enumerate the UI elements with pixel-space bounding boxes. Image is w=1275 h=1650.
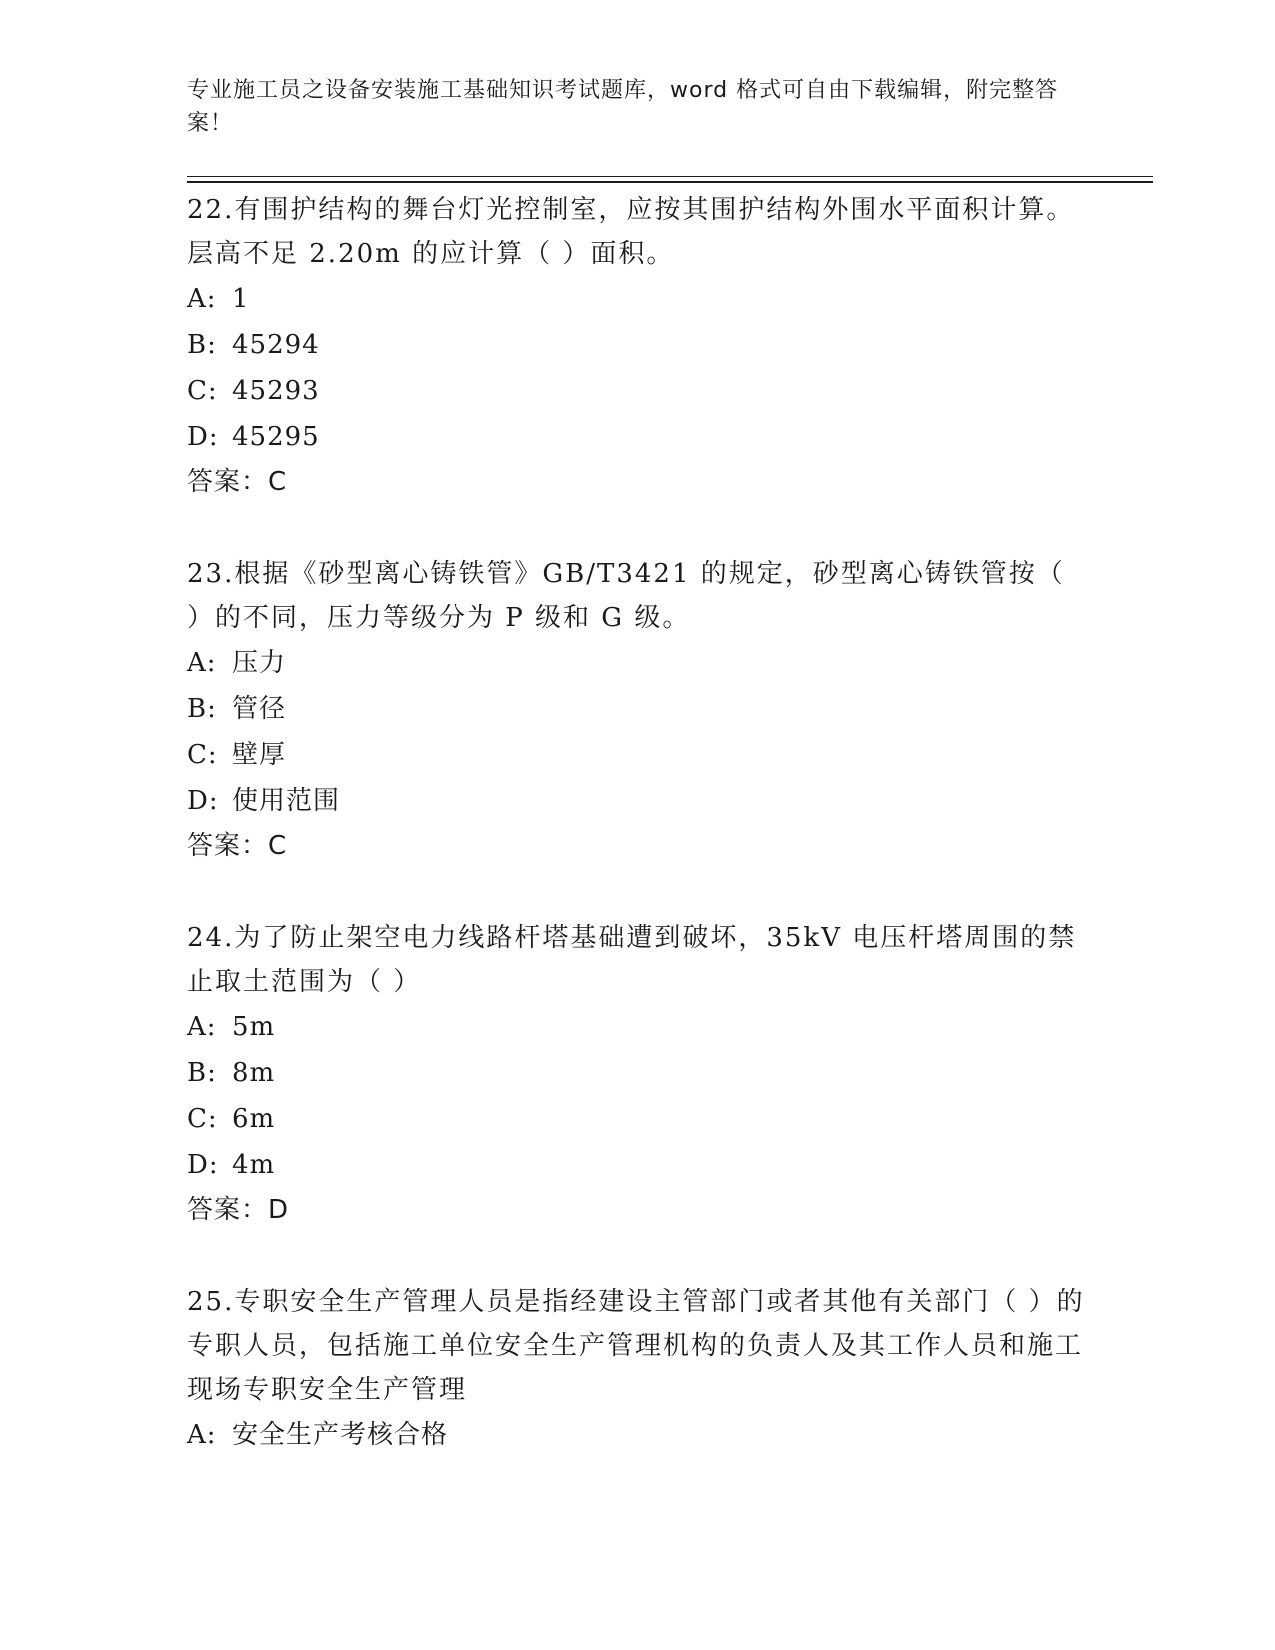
option-letter: A: [187,1012,217,1042]
option-text: 5m [232,1012,276,1042]
option-text: 壁厚 [232,740,287,770]
answer-label: 答案：C [187,467,288,497]
question-22 [187,188,1087,504]
option-letter: D: [187,1150,219,1180]
option-letter: C: [187,376,218,406]
header-divider-thick [187,181,1153,183]
option-text: 4m [232,1150,276,1180]
option-text: 45294 [232,330,320,360]
option-a [187,276,1087,322]
option-a [187,1004,1087,1050]
option-letter: D: [187,422,219,452]
option-letter: D: [187,786,219,816]
option-d [187,414,1087,460]
option-text: 6m [232,1104,276,1134]
header-divider-thin [187,176,1153,177]
option-b [187,686,1087,732]
option-text: 管径 [232,694,287,724]
option-letter: A: [187,284,217,314]
option-letter: C: [187,1104,218,1134]
question-text: 25.专职安全生产管理人员是指经建设主管部门或者其他有关部门（ ）的专职人员，包括施工单位安全生产管理机构的负责人及其工作人员和施工现场专职安全生产管理 [187,1287,1085,1405]
option-a [187,640,1087,686]
option-c [187,732,1087,778]
option-letter: B: [187,330,217,360]
option-b [187,1050,1087,1096]
option-c [187,1096,1087,1142]
question-24 [187,916,1087,1232]
document-header: 专业施工员之设备安装施工基础知识考试题库，word 格式可自由下载编辑，附完整答案！ [187,78,1059,136]
option-text: 45293 [232,376,320,406]
option-text: 压力 [232,648,287,678]
option-a [187,1412,1087,1458]
question-text: 22.有围护结构的舞台灯光控制室，应按其围护结构外围水平面积计算。层高不足 2.20m 的应计算（ ）面积。 [187,195,1075,269]
question-25 [187,1280,1087,1458]
question-text: 24.为了防止架空电力线路杆塔基础遭到破坏，35kV 电压杆塔周围的禁止取土范围为（ ） [187,923,1077,997]
option-letter: B: [187,1058,217,1088]
option-text: 安全生产考核合格 [232,1420,449,1450]
option-letter: B: [187,694,217,724]
answer-label: 答案：D [187,1195,290,1225]
option-letter: A: [187,648,217,678]
option-text: 使用范围 [232,786,341,816]
answer-label: 答案：C [187,831,288,861]
option-d [187,778,1087,824]
option-text: 45295 [232,422,320,452]
option-b [187,322,1087,368]
option-letter: C: [187,740,218,770]
option-letter: A: [187,1420,217,1450]
question-23 [187,552,1087,868]
option-d [187,1142,1087,1188]
option-c [187,368,1087,414]
question-text: 23.根据《砂型离心铸铁管》GB/T3421 的规定，砂型离心铸铁管按（ ）的不同，压力等级分为 P 级和 G 级。 [187,559,1065,633]
option-text: 1 [232,284,250,314]
option-text: 8m [232,1058,276,1088]
